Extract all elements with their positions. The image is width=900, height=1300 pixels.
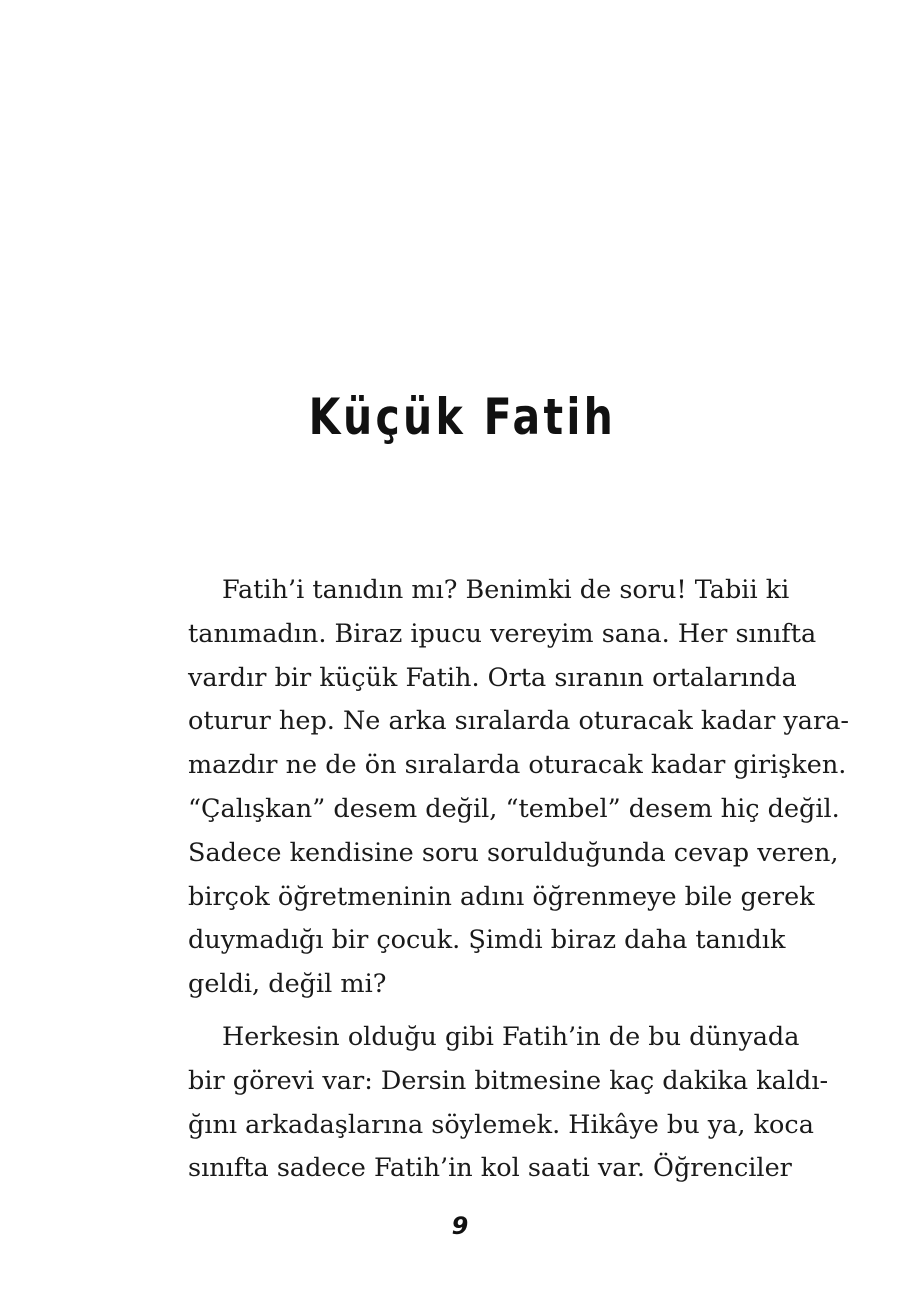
text-line: ğını arkadaşlarına söylemek. Hikâye bu ya, koca xyxy=(188,1109,814,1140)
text-line: vardır bir küçük Fatih. Orta sıranın ortalarında xyxy=(188,662,797,693)
text-line: Herkesin olduğu gibi Fatih’in de bu dünyada xyxy=(222,1021,800,1052)
text-line: geldi, değil mi? xyxy=(188,969,387,1000)
paragraph xyxy=(188,569,850,1007)
text-line: oturur hep. Ne arka sıralarda oturacak kadar yara- xyxy=(188,706,850,737)
text-line: birçok öğretmeninin adını öğrenmeye bile gerek xyxy=(188,881,815,912)
chapter-title: Küçük Fatih xyxy=(308,388,617,446)
text-line: duymadığı bir çocuk. Şimdi biraz daha tanıdık xyxy=(188,925,786,956)
text-line: sınıfta sadece Fatih’in kol saati var. Öğrenciler xyxy=(188,1153,792,1184)
text-line: mazdır ne de ön sıralarda oturacak kadar girişken. xyxy=(188,750,847,781)
paragraph-spacer xyxy=(188,1007,736,1016)
paragraph xyxy=(188,1016,829,1191)
chapter-body xyxy=(188,569,850,1191)
text-line: bir görevi var: Dersin bitmesine kaç dakika kaldı- xyxy=(188,1065,829,1096)
text-line: Sadece kendisine soru sorulduğunda cevap veren, xyxy=(188,837,839,868)
text-line: tanımadın. Biraz ipucu vereyim sana. Her sınıfta xyxy=(188,618,817,649)
text-line: Fatih’i tanıdın mı? Benimki de soru! Tabii ki xyxy=(222,575,790,605)
page-number: 9 xyxy=(451,1212,469,1240)
text-line: “Çalışkan” desem değil, “tembel” desem hiç değil. xyxy=(188,793,840,824)
